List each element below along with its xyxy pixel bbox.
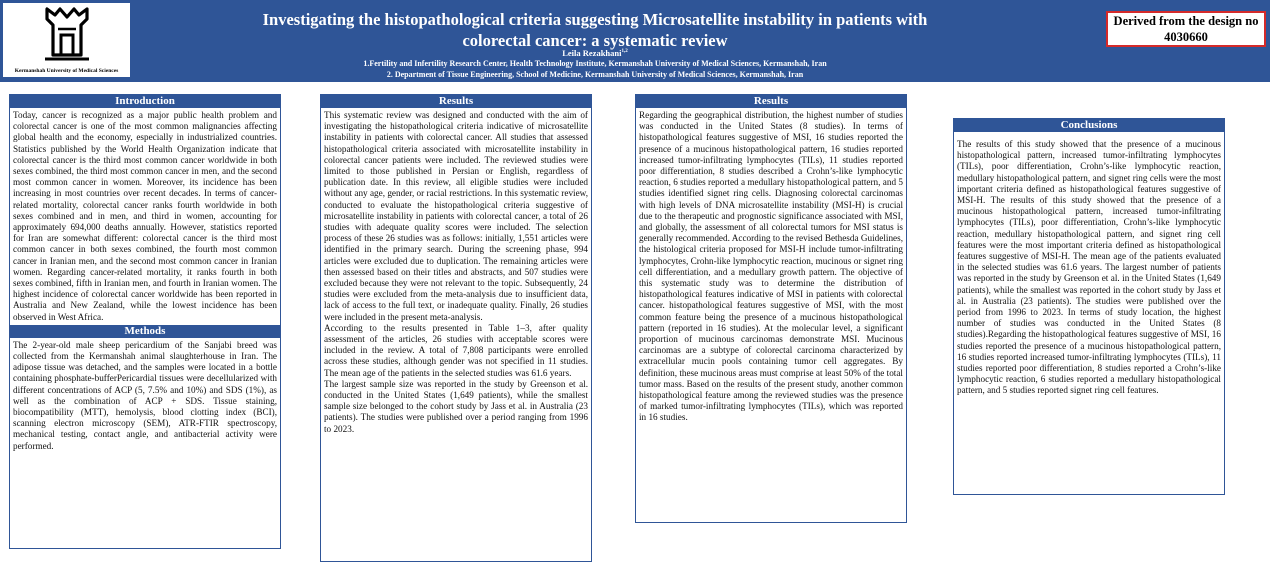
methods-heading: Methods	[10, 325, 280, 338]
results-heading-1: Results	[321, 95, 591, 108]
introduction-text: Today, cancer is recognized as a major public health problem and colorectal cancer is one of the most common malignancies affecting global health and the economy, especially in industrialized countries. Statistics published by the World Health Organization indicate that colorectal cancer is the third most common cancer worldwide in both sexes combined, the third most common cancer in men, and the second most common cancer in women. Moreover, its incidence has been increasing in most countries over recent decades. In terms of cancer-related mortality, colorectal cancer ranks fourth worldwide in both sexes combined and in men, and third in women, accounting for approximately 694,000 deaths annually. However, statistics reported for Iran are somewhat different: colorectal cancer is the third most common cancer in both sexes combined, the fourth most common cancer in Iranian men, and the second most common cancer in Iranian women. Regarding cancer-related mortality, it ranks fourth in both sexes combined, fifth in Iranian men, and fourth in Iranian women. The highest incidence of colorectal cancer worldwide has been reported in Australia and New Zealand, while the lowest incidence has been observed in West Africa.	[13, 110, 277, 322]
affiliation-1: 1.Fertility and Infertility Research Center, Health Technology Institute, Kermanshah University of Medical Sciences, Kermanshah, Iran	[363, 59, 827, 68]
results-text-2: Regarding the geographical distribution, the highest number of studies was conducted in the United States (8 studies). In terms of histopathological features suggestive of MSI, 16 studies reported the presence of a mucinous histopathological pattern, 16 studies reported increased tumor-infiltrating lymphocytes (TILs), 11 studies reported poor differentiation, 8 studies described a Crohn’s-like lymphocytic reaction, 6 studies reported a medullary histopathological pattern, and 5 studies identified signet ring cells. Diagnosing colorectal carcinomas with high levels of DNA microsatellite instability (MSI-H) is crucial due to the therapeutic and prognostic significance associated with MSI, and globally, the assessment of all colorectal tumors for MSI status is generally recommended. According to the revised Bethesda Guidelines, the histological criteria proposed for MSI-H include tumor-infiltrating lymphocytes, Crohn-like lymphocytic reaction, mucinous or signet ring cell differentiation, and a medullary growth pattern. The objective of this systematic study was to determine the distribution of histopathological features indicative of MSI in patients with colorectal cancer. histopathological features suggestive of MSI, with the most common feature being the presence of a mucinous histopathological pattern (reported in 16 studies). At the molecular level, a significant proportion of mucinous carcinomas demonstrate MSI. Mucinous carcinomas are a subtype of colorectal carcinoma characterized by extracellular mucin pools containing tumor cell aggregates. By definition, these mucinous areas must comprise at least 50% of the total tumor mass. Based on the results of the present study, another common histopathological feature among the reviewed studies was the presence of marked tumor-infiltrating lymphocytes (TILs), which was reported in 16 studies.	[639, 110, 903, 423]
introduction-panel	[9, 94, 281, 549]
results-paragraph: The largest sample size was reported in the study by Greenson et al. conducted in the United States (1,649 patients), while the smallest sample size belonged to the cohort study by Jass et al. in Australia (23 patients). The studies were published over a period ranging from 1996 to 2023.	[324, 378, 588, 434]
author-superscript: 1,2	[621, 49, 628, 55]
results-paragraph: This systematic review was designed and conducted with the aim of investigating the histopathological criteria indicative of microsatellite instability in patients with colorectal cancer. All studies that assessed histopathological criteria associated with microsatellite instability in colorectal cancer patients were included. The reviewed studies were limited to those published in Persian or English, regardless of publication date. In this review, all eligible studies were included without any age, gender, or racial restrictions. In this systematic review, conducted to evaluate the histopathological criteria suggestive of microsatellite instability in patients with colorectal cancer, a total of 26 studies with adequate quality scores were included. The selection process of these 26 studies was as follows: initially, 1,551 articles were identified in the primary search. During the screening phase, 994 articles were excluded due to duplication. The remaining articles were then assessed based on their titles and abstracts, and 507 studies were excluded because they were not relevant to the topic. Subsequently, 24 studies were excluded from the meta-analysis due to insufficient data, lack of access to the full text, or inadequate quality. Finally, 26 studies were included in the present meta-analysis.	[324, 110, 588, 322]
author-line	[245, 48, 945, 58]
results-panel-2	[635, 94, 907, 523]
results-paragraph: According to the results presented in Table 1–3, after quality assessment of the articles, 26 studies with acceptable scores were included in the review. A total of 7,808 participants were enrolled across these studies, although gender was not specified in 11 studies. The mean age of the patients in the selected studies was 61.6 years.	[324, 322, 588, 378]
design-number-badge: Derived from the design no 4030660	[1106, 11, 1266, 47]
results-panel-1	[320, 94, 592, 562]
introduction-heading: Introduction	[10, 95, 280, 108]
conclusions-panel	[953, 118, 1225, 495]
methods-text: The 2-year-old male sheep pericardium of the Sanjabi breed was collected from the Kermanshah animal slaughterhouse in Iran. The adipose tissue was detached, and the samples were located in a bottle containing phosphate-bufferPericardial tissues were decellularized with different concentrations of ACP (5, 7.5% and 10%) and SDS (1%), as well as the combination of ACP + SDS. Tissue staining, biocompatibility (MTT), hemolysis, blood clotting index (BCI), scanning electron microscopy (SEM), ATR-FTIR spectroscopy, mechanical testing, contact angle, and antibacterial activity were performed.	[13, 339, 277, 451]
university-logo	[3, 3, 130, 77]
conclusions-text: The results of this study showed that the presence of a mucinous histopathological pattern, increased tumor-infiltrating lymphocytes (TILs), poor differentiation, Crohn’s-like lymphocytic reaction, medullary histopathological pattern, and signet ring cells were the most important criteria defined as histopathological features suggestive of MSI-H. The results of this study showed that the presence of a mucinous histopathological pattern, increased tumor-infiltrating lymphocytes (TILs), poor differentiation, Crohn’s-like lymphocytic reaction, medullary histopathological pattern, and signet ring cell features were the most important criteria defined as histopathological features suggestive of MSI-H. The mean age of the patients evaluated in the selected studies was 61.6 years. The largest number of patients was reported in the study by Greenson et al. in the United States (1,649 patients), while the smallest was reported in the cohort study by Jass et al. in Australia (23 patients). The studies were published over the period from 1996 to 2023. In terms of study location, the highest number of studies was conducted in the United States (8 studies).Regarding the histopathological features suggestive of MSI, 16 studies reported the presence of a mucinous histopathological pattern, 16 studies reported increased tumor-infiltrating lymphocytes (TILs), 11 studies reported poor differentiation, 8 studies reported a Crohn’s-like lymphocytic reaction, 6 studies reported a medullary histopathological pattern, and 5 studies reported signet ring cell features.	[957, 139, 1221, 396]
university-emblem-icon	[41, 5, 93, 63]
conclusions-heading: Conclusions	[954, 119, 1224, 132]
poster-title: Investigating the histopathological criteria suggesting Microsatellite instability in patients with colorectal cancer: a systematic review	[262, 10, 928, 50]
results-heading-2: Results	[636, 95, 906, 108]
affiliation-2: 2. Department of Tissue Engineering, School of Medicine, Kermanshah University of Medical Sciences, Kermanshah, Iran	[386, 70, 804, 79]
logo-caption: Kermanshah University of Medical Sciences	[14, 68, 119, 74]
poster-header	[0, 0, 1270, 82]
author-name: Leila Rezakhani	[562, 48, 622, 58]
